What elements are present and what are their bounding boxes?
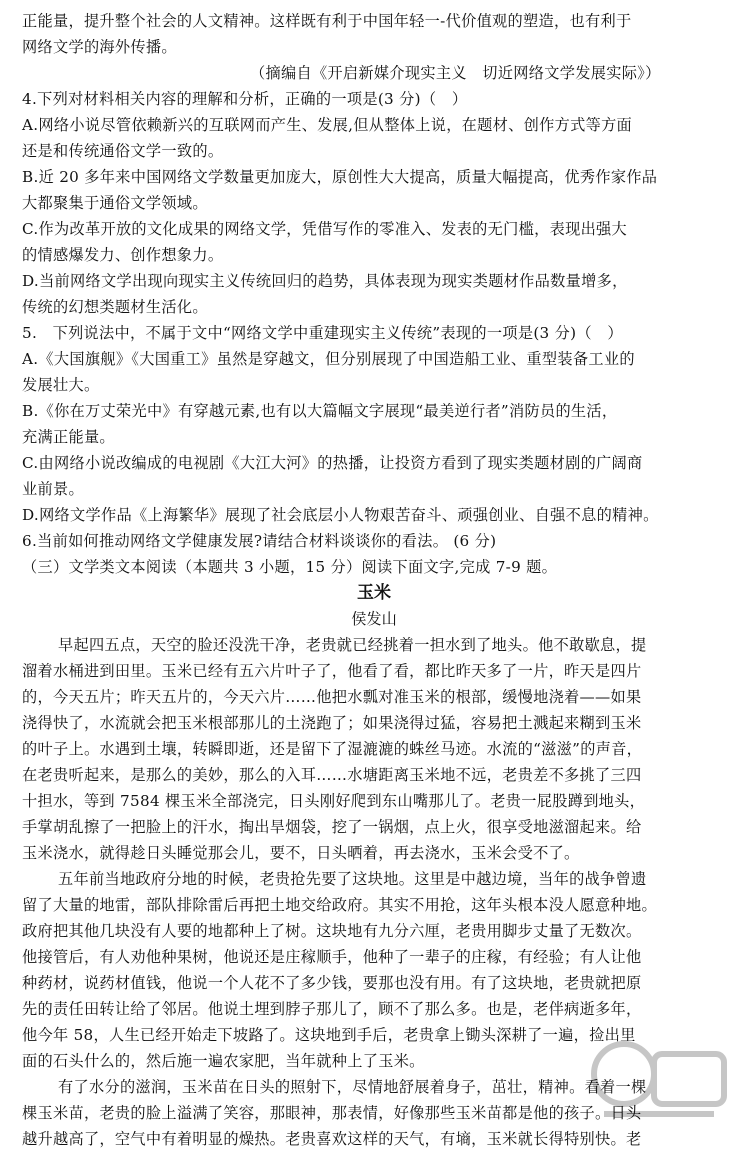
story-line: 的叶子上。水遇到土壤，转瞬即逝，还是留下了湿漉漉的蛛丝马迹。水流的“滋滋”的声音，	[22, 740, 643, 758]
story-line: 浇得快了，水流就会把玉米根部那儿的土浇跑了；如果浇得过猛，容易把土溅起来糊到玉米	[22, 714, 642, 732]
story-line: 五年前当地政府分地的时候，老贵抢先要了这块地。这里是中越边境，当年的战争曾遗	[58, 870, 647, 888]
story-line: 他今年 58，人生已经开始走下坡路了。这块地到手后，老贵拿上锄头深耕了一遍，捡出里	[22, 1026, 636, 1044]
question-5: 5. 下列说法中，不属于文中“网络文学中重建现实主义传统”表现的一项是(3 分)（ ）	[22, 324, 623, 342]
story-line: 种药材，说药材值钱，他说一个人花不了多少钱，要那也没有用。有了这块地，老贵就把原	[22, 974, 642, 992]
story-line: 有了水分的滋润，玉米苗在日头的照射下，尽情地舒展着身子，茁壮，精神。看着一棵	[58, 1078, 647, 1096]
source-citation: （摘编自《开启新媒介现实主义 切近网络文学发展实际》）	[250, 64, 661, 82]
story-author: 侯发山	[351, 610, 397, 628]
option-c: C.由网络小说改编成的电视剧《大江大河》的热播，让投资方看到了现实类题材剧的广阔商	[22, 454, 643, 472]
option-c-cont: 业前景。	[22, 480, 84, 498]
option-a: A.《大国旗舰》《大国重工》虽然是穿越文，但分别展现了中国造船工业、重型装备工业的	[22, 350, 635, 368]
story-line: 手掌胡乱擦了一把脸上的汗水，掏出旱烟袋，挖了一锅烟，点上火，很享受地滋溜起来。给	[22, 818, 642, 836]
story-line: 的，今天五片；昨天五片的，今天六片……他把水瓢对准玉米的根部，缓慢地浇着——如果	[22, 688, 642, 706]
story-line: 政府把其他几块没有人要的地都种上了树。这块地有九分六厘，老贵用脚步丈量了无数次。	[22, 922, 642, 940]
text-line: 网络文学的海外传播。	[22, 38, 177, 56]
story-line: 他接管后，有人劝他种果树，他说还是庄稼顺手，他种了一辈子的庄稼，有经验；有人让他	[22, 948, 642, 966]
story-line: 留了大量的地雷，部队排除雷后再把土地交给政府。其实不用抢，这年头根本没人愿意种地。	[22, 896, 657, 914]
option-c-cont: 的情感爆发力、创作想象力。	[22, 246, 224, 264]
story-line: 十担水，等到 7584 棵玉米全部浇完，日头刚好爬到东山嘴那儿了。老贵一屁股蹲到地头，	[22, 792, 646, 810]
option-a-cont: 还是和传统通俗文学一致的。	[22, 142, 224, 160]
story-line: 先的责任田转让给了邻居。他说土埋到脖子那儿了，顾不了那么多。也是，老伴病逝多年，	[22, 1000, 642, 1018]
option-a: A.网络小说尽管依赖新兴的互联网而产生、发展,但从整体上说，在题材、创作方式等方面	[22, 116, 633, 134]
option-b: B.《你在万丈荣光中》有穿越元素,也有以大篇幅文字展现“最美逆行者”消防员的生活，	[22, 402, 618, 420]
story-line: 棵玉米苗，老贵的脸上溢满了笑容，那眼神，那表情，好像那些玉米苗都是他的孩子。日头	[22, 1104, 642, 1122]
option-b: B.近 20 多年来中国网络文学数量更加庞大，原创性大大提高，质量大幅提高，优秀作家作品	[22, 168, 658, 186]
story-line: 越升越高了，空气中有着明显的燥热。老贵喜欢这样的天气，有墒，玉米就长得特别快。老	[22, 1130, 642, 1148]
story-line: 在老贵听起来，是那么的美妙，那么的入耳……水塘距离玉米地不远，老贵差不多挑了三四	[22, 766, 642, 784]
story-title: 玉米	[357, 583, 391, 603]
text-line: 正能量，提升整个社会的人文精神。这样既有利于中国年轻一-代价值观的塑造，也有利于	[22, 12, 632, 30]
story-line: 早起四五点，天空的脸还没洗干净，老贵就已经挑着一担水到了地头。他不敢歇息，提	[58, 636, 647, 654]
question-6: 6.当前如何推动网络文学健康发展?请结合材料谈谈你的看法。 (6 分)	[22, 532, 497, 550]
option-a-cont: 发展壮大。	[22, 376, 100, 394]
story-line: 溜着水桶进到田里。玉米已经有五六片叶子了，他看了看，都比昨天多了一片，昨天是四片	[22, 662, 642, 680]
option-c: C.作为改革开放的文化成果的网络文学，凭借写作的零准入、发表的无门槛，表现出强大	[22, 220, 628, 238]
option-d-cont: 传统的幻想类题材生活化。	[22, 298, 208, 316]
question-4: 4.下列对材料相关内容的理解和分析，正确的一项是(3 分)（ ）	[22, 90, 468, 108]
watermark-logo	[584, 1034, 734, 1134]
option-b-cont: 充满正能量。	[22, 428, 115, 446]
option-b-cont: 大都聚集于通俗文学领域。	[22, 194, 208, 212]
story-line: 面的石头什么的，然后施一遍农家肥，当年就种上了玉米。	[22, 1052, 425, 1070]
option-d: D.当前网络文学出现向现实主义传统回归的趋势，具体表现为现实类题材作品数量增多，	[22, 272, 628, 290]
option-d: D.网络文学作品《上海繁华》展现了社会底层小人物艰苦奋斗、顽强创业、自强不息的精神。	[22, 506, 659, 524]
story-line: 玉米浇水，就得趁日头睡觉那会儿，要不，日头晒着，再去浇水，玉米会受不了。	[22, 844, 580, 862]
section-heading: （三）文学类文本阅读（本题共 3 小题，15 分）阅读下面文字,完成 7-9 题。	[22, 558, 558, 576]
